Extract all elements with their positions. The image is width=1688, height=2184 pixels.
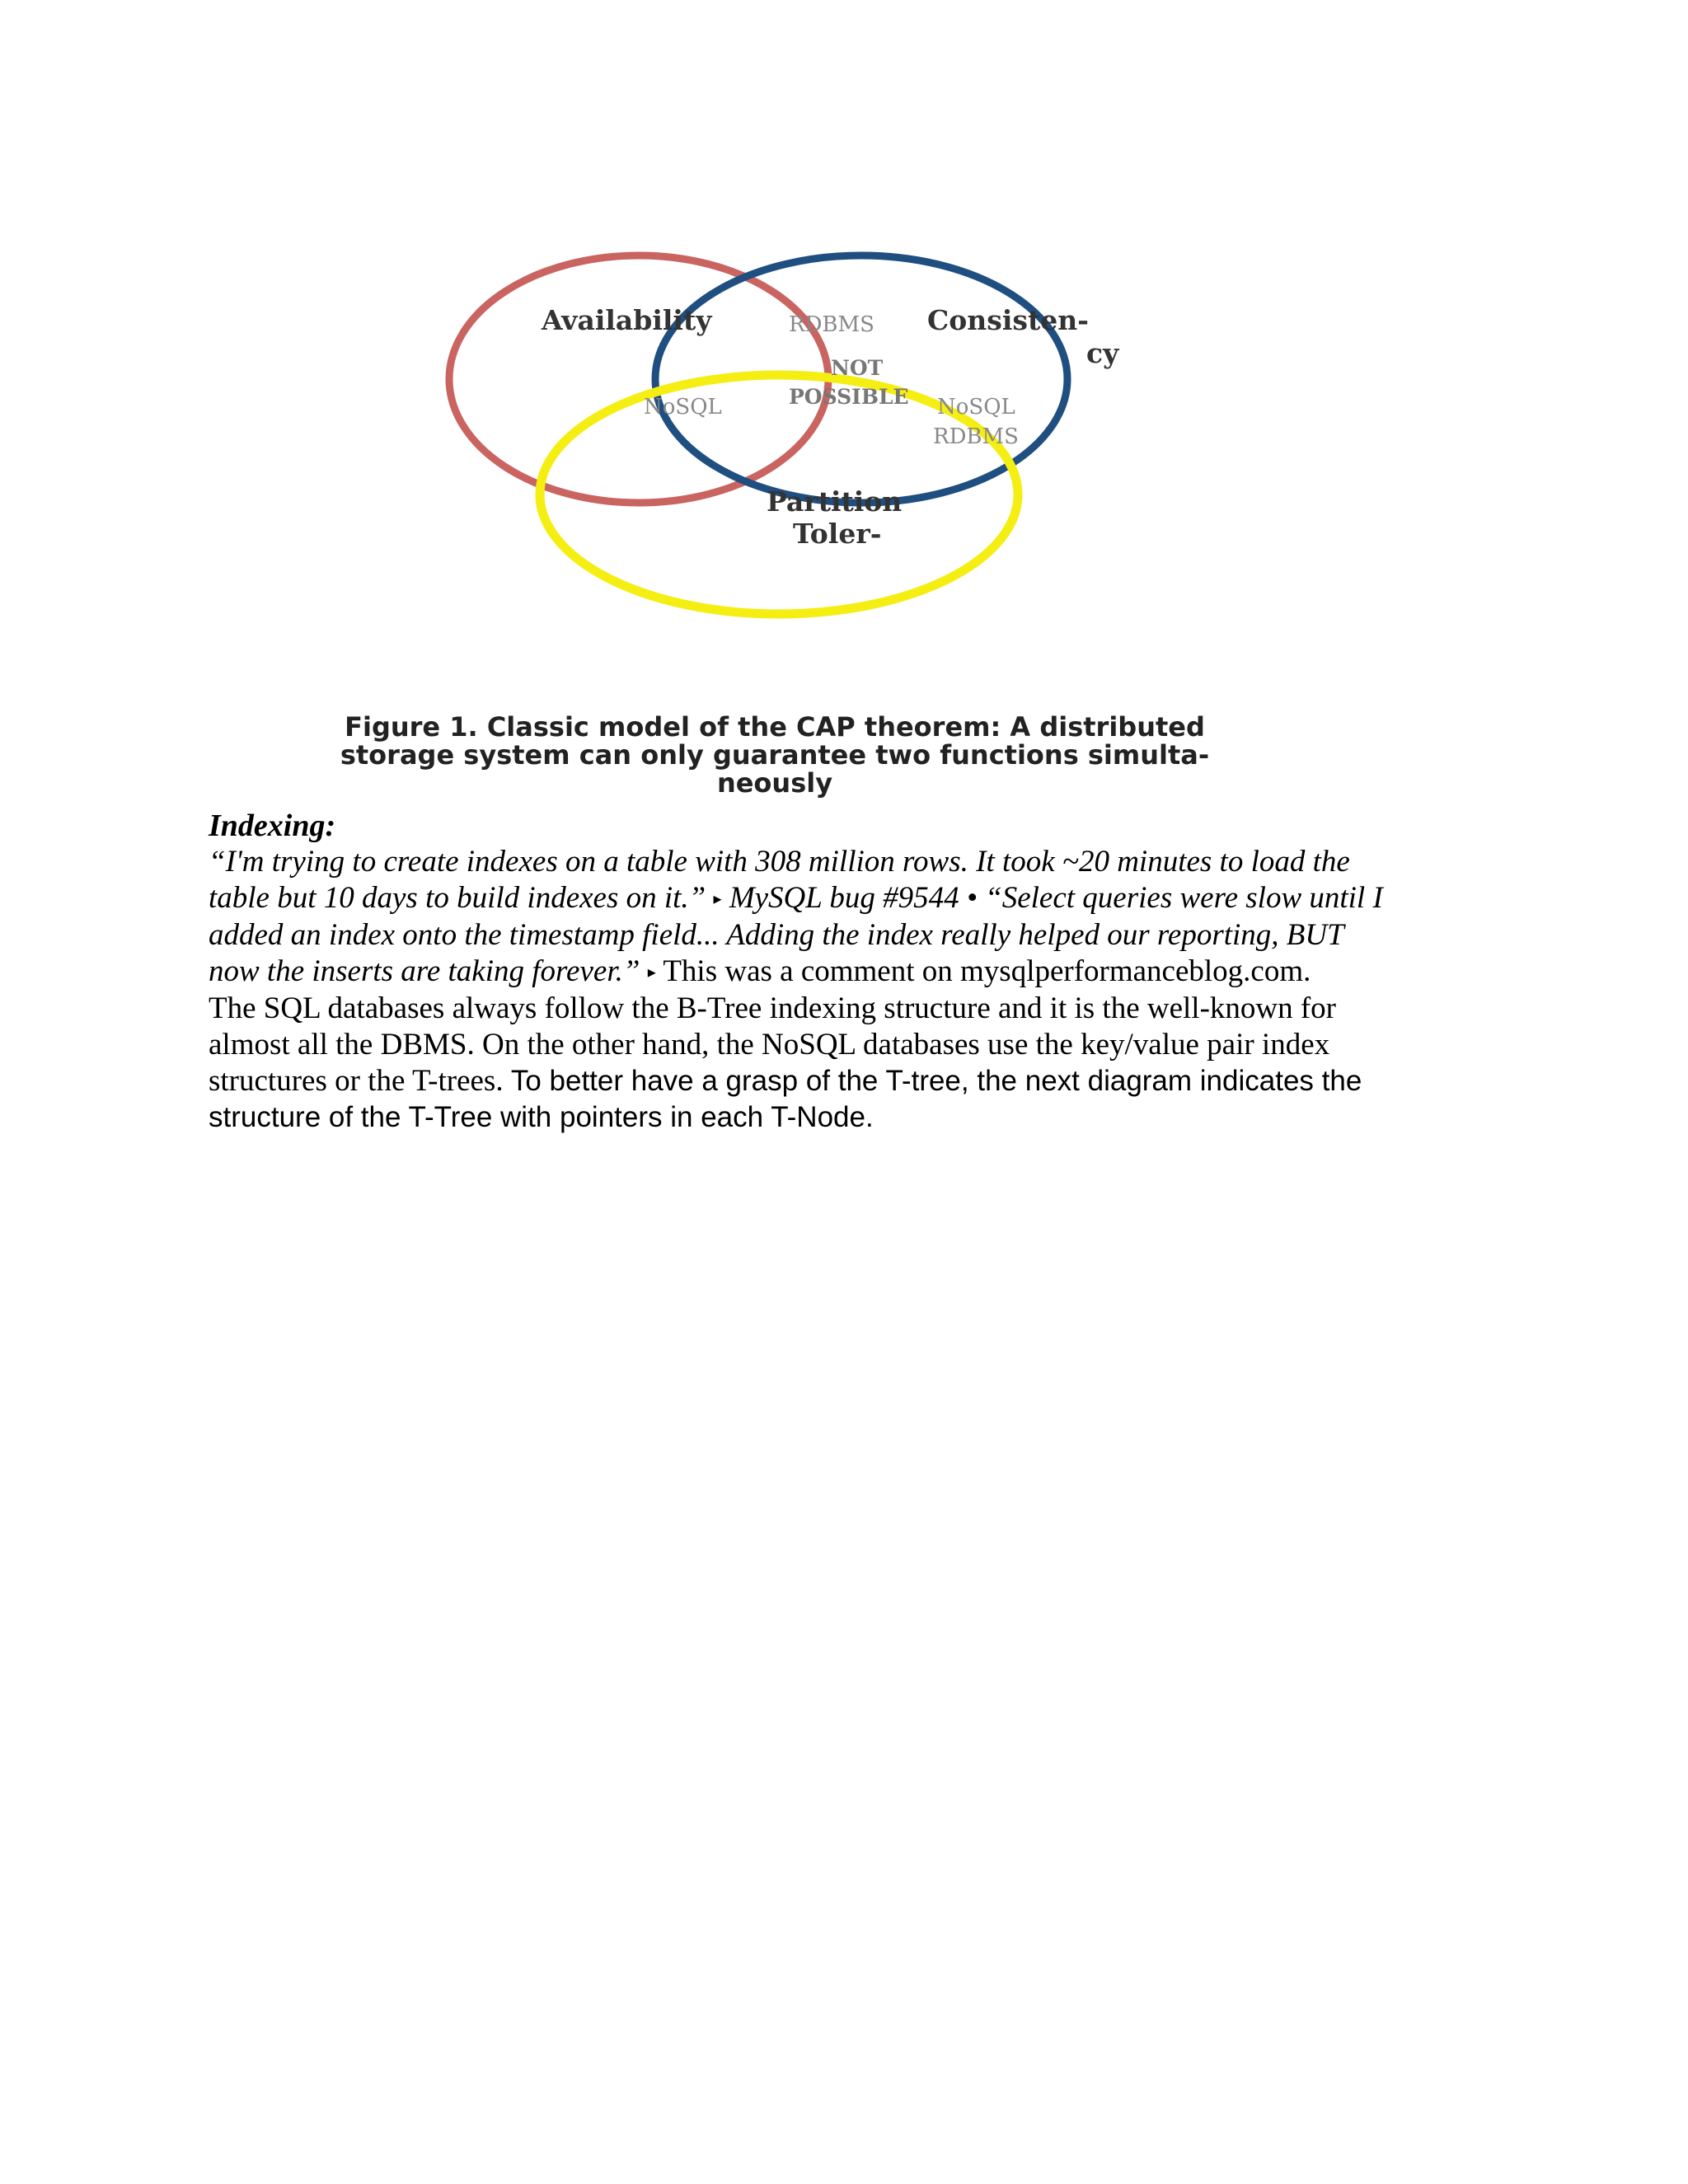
quote-end-text: table but 10 days to build indexes on it.” xyxy=(209,881,714,915)
rdbms-region-label: RDBMS xyxy=(789,312,874,337)
triangle-bullet-icon: ▸ xyxy=(713,890,722,908)
paragraph-line-7 xyxy=(209,1063,1511,1099)
caption-line-3: neously xyxy=(716,767,833,799)
inserts-quote-text: now the inserts are taking forever.” xyxy=(209,954,648,988)
consistency-label-line2: cy xyxy=(1086,337,1119,369)
not-possible-line1: NOT xyxy=(831,356,884,380)
rdbms-cp-label: RDBMS xyxy=(933,424,1019,449)
nosql-ap-label: NoSQL xyxy=(644,395,722,419)
nosql-cp-label: NoSQL xyxy=(937,395,1015,419)
paragraph-line-3: added an index onto the timestamp field... Adding the index really helped our reporting, BUT xyxy=(209,918,1344,952)
paragraph-line-1: “I'm trying to create indexes on a table with 308 million rows. It took ~20 minutes to load the xyxy=(209,845,1350,879)
comment-source-text: This was a comment on mysqlperformanceblog.com. xyxy=(655,954,1311,988)
paragraph-line-6: almost all the DBMS. On the other hand, the NoSQL databases use the key/value pair index xyxy=(209,1028,1330,1062)
paragraph-line-2 xyxy=(209,880,1511,917)
t-tree-grasp-text: To better have a grasp of the T-tree, the next diagram indicates the xyxy=(510,1065,1362,1097)
caption-line-1: Figure 1. Classic model of the CAP theorem: A distributed xyxy=(345,711,1205,743)
paragraph-line-5: The SQL databases always follow the B-Tree indexing structure and it is the well-known for xyxy=(209,991,1337,1025)
consistency-label-line1: Consisten- xyxy=(927,304,1089,336)
section-paragraph xyxy=(209,844,1511,1136)
mysql-bug-text: MySQL bug #9544 • “Select queries were slow until I xyxy=(721,881,1383,915)
partition-label-line2: Toler- xyxy=(793,518,882,550)
cap-venn-figure xyxy=(437,239,1261,651)
cap-venn-diagram xyxy=(437,239,1261,651)
paragraph-line-4 xyxy=(209,954,1511,991)
paragraph-line-8: structure of the T-Tree with pointers in each T-Node. xyxy=(209,1101,874,1133)
caption-line-2: storage system can only guarantee two functions simulta- xyxy=(340,739,1210,771)
section-heading: Indexing: xyxy=(209,808,336,843)
t-trees-text: structures or the T-trees. xyxy=(209,1064,511,1098)
availability-label: Availability xyxy=(542,304,712,336)
figure-caption xyxy=(231,713,1319,797)
indexing-section xyxy=(209,808,1511,1136)
triangle-bullet-icon: ▸ xyxy=(647,963,656,982)
not-possible-line2: POSSIBLE xyxy=(789,385,909,409)
partition-label-line1: Partition xyxy=(767,485,903,518)
